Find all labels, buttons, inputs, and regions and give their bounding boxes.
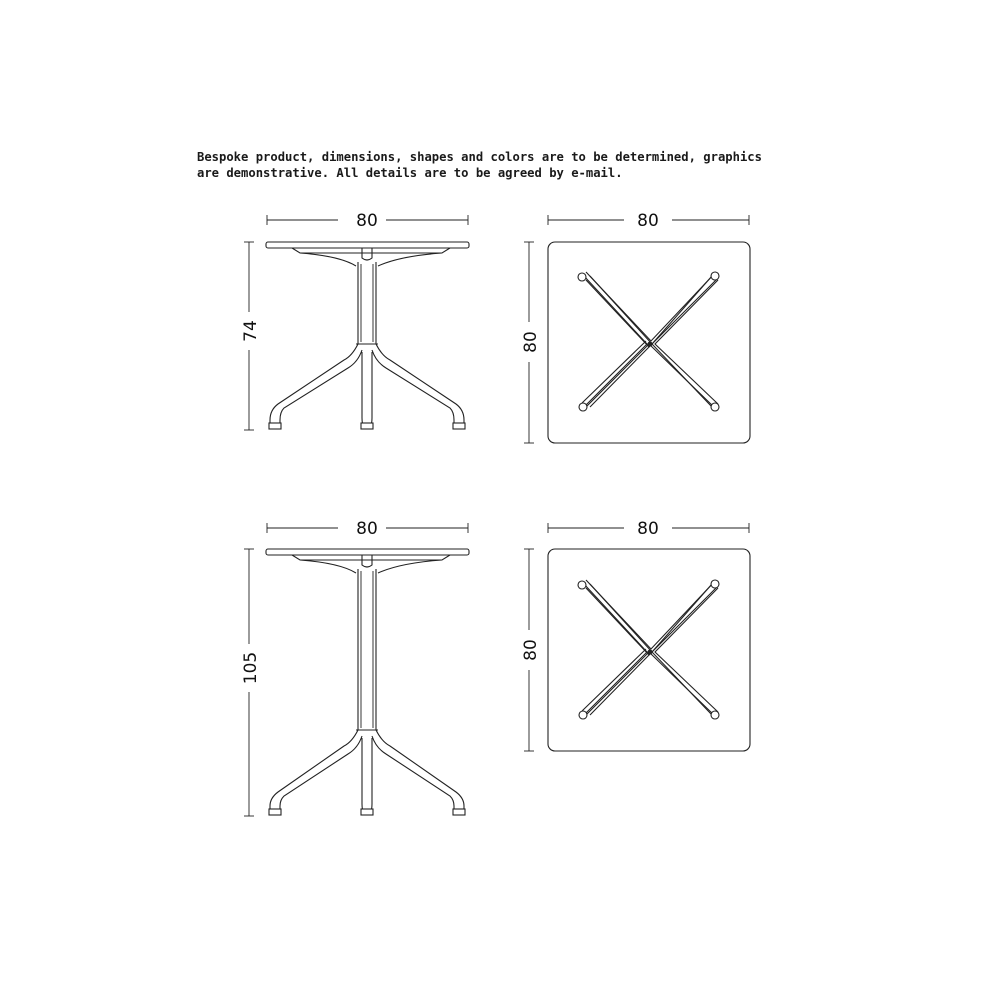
column-cap-1 <box>362 248 372 260</box>
top-width-label-2: 80 <box>637 519 659 539</box>
disclaimer-line-1: Bespoke product, dimensions, shapes and colors are to be determined, graphics <box>197 150 762 164</box>
top-view-high-table <box>521 519 750 751</box>
top-width-dimension-2 <box>548 519 749 539</box>
leg-left-1 <box>270 344 358 428</box>
side-view-low-table <box>241 211 469 430</box>
top-view-low-table <box>521 211 750 443</box>
foot-left-2 <box>269 809 281 815</box>
foot-right-2 <box>453 809 465 815</box>
side-height-label-2: 105 <box>241 651 261 685</box>
top-depth-dimension-1 <box>521 242 541 443</box>
foot-left-1 <box>269 423 281 429</box>
leg-right-2 <box>376 730 464 814</box>
foot-center-1 <box>361 423 373 429</box>
top-depth-dimension-2 <box>521 549 541 751</box>
disclaimer-line-2: are demonstrative. All details are to be agreed by e-mail. <box>197 166 623 180</box>
table-top-underside-1 <box>292 248 450 253</box>
top-depth-label-2: 80 <box>521 639 541 661</box>
top-width-label-1: 80 <box>637 211 659 231</box>
leg-center-2 <box>362 738 372 814</box>
side-view-high-table <box>241 519 469 816</box>
side-height-dimension-1 <box>241 242 261 430</box>
table-top-side-2 <box>266 549 469 555</box>
side-width-dimension-2 <box>267 519 468 539</box>
leg-left-2 <box>270 730 358 814</box>
top-depth-label-1: 80 <box>521 331 541 353</box>
side-height-dimension-2 <box>241 549 261 816</box>
bracket-left-1 <box>300 253 356 266</box>
foot-center-2 <box>361 809 373 815</box>
x-base-plan-1 <box>578 272 719 411</box>
top-width-dimension-1 <box>548 211 749 231</box>
side-width-label-1: 80 <box>356 211 378 231</box>
table-top-side-1 <box>266 242 469 248</box>
side-width-label-2: 80 <box>356 519 378 539</box>
leg-center-1 <box>362 352 372 428</box>
x-base-plan-2 <box>578 580 719 719</box>
foot-right-1 <box>453 423 465 429</box>
side-width-dimension-1 <box>267 211 468 231</box>
bracket-right-1 <box>378 253 442 266</box>
side-height-label-1: 74 <box>241 320 261 342</box>
leg-right-1 <box>376 344 464 428</box>
